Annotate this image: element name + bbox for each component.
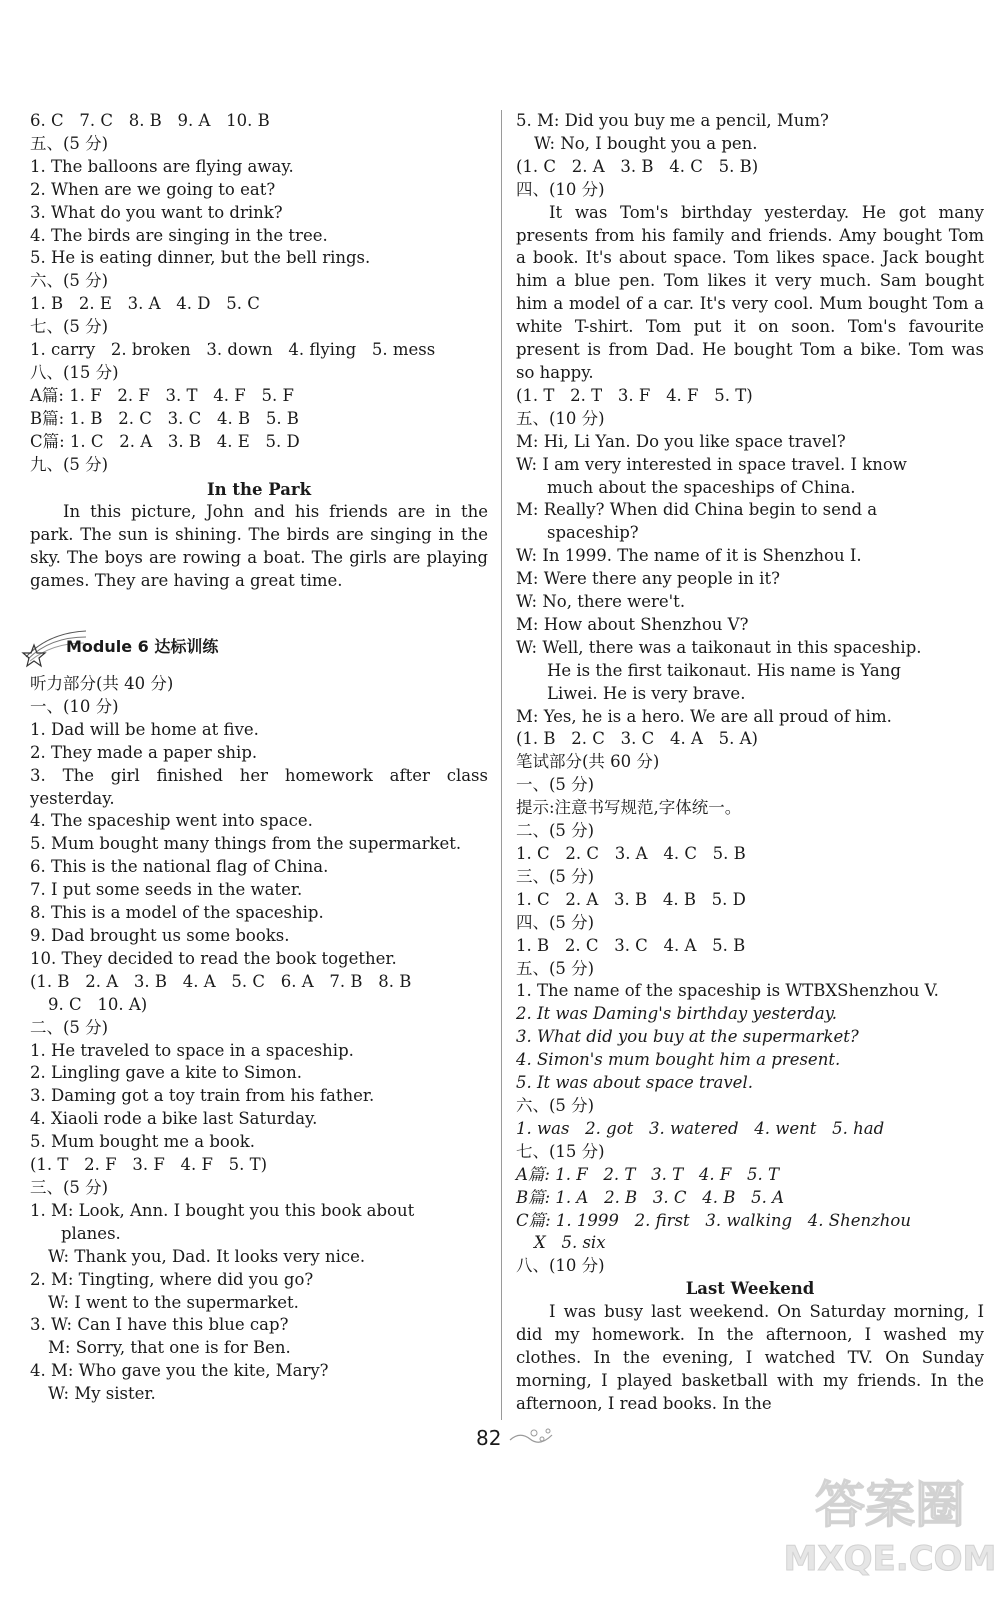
paragraph: 3. The girl finished her homework after class yesterday. — [30, 765, 488, 808]
text-line: 9. Dad brought us some books. — [30, 926, 290, 945]
text-line: planes. — [61, 1223, 121, 1243]
text-line: M: Sorry, that one is for Ben. — [48, 1338, 291, 1358]
text-line: (1. T 2. T 3. F 4. F 5. T) — [516, 385, 753, 405]
text-line: 8. This is a model of the spaceship. — [30, 903, 324, 923]
text-line: 2. M: Tingting, where did you go? — [30, 1269, 314, 1289]
text-line: 1. B 2. E 3. A 4. D 5. C — [30, 294, 260, 314]
left-column — [30, 110, 488, 1406]
text-line: 2. They made a paper ship. — [30, 742, 258, 762]
text-line: (1. C 2. A 3. B 4. C 5. B) — [516, 156, 759, 176]
text-line: 1. was 2. got 3. watered 4. went 5. had — [516, 1118, 885, 1138]
text-line: 六、(5 分) — [516, 1095, 595, 1115]
text-line: 四、(10 分) — [516, 179, 605, 199]
text-line: W: I went to the supermarket. — [48, 1292, 299, 1312]
text-line: 5. Mum bought many things from the supermarket. — [30, 834, 462, 854]
text-line: 3. W: Can I have this blue cap? — [30, 1315, 289, 1335]
column-divider — [501, 110, 502, 1420]
text-line: 5. He is eating dinner, but the bell rings. — [30, 248, 371, 268]
text-line: 1. The balloons are flying away. — [30, 156, 294, 176]
text-line: 提示:注意书写规范,字体统一。 — [516, 798, 742, 818]
text-line: (1. B 2. A 3. B 4. A 5. C 6. A 7. B 8. B — [30, 971, 412, 991]
text-line: (1. T 2. F 3. F 4. F 5. T) — [30, 1155, 268, 1175]
paragraph: I was busy last weekend. On Saturday morning, I did my homework. In the afternoon, I washed my clothes. In the evening, I watched TV. On Sunday morning, I played basketball with my friends. In the afternoon, I read books. In the — [516, 1302, 984, 1413]
text-line: He is the first taikonaut. His name is Yang — [547, 660, 901, 680]
text-line: 七、(15 分) — [516, 1141, 605, 1161]
text-line: 九、(5 分) — [30, 454, 109, 474]
text-line: 1. C 2. C 3. A 4. C 5. B — [516, 844, 746, 863]
paragraph: In this picture, John and his friends are in the park. The sun is shining. The birds are singing in the sky. The boys are rowing a boat. The girls are playing games. They are having a great time. — [30, 502, 488, 591]
text-line: 5. It was about space travel. — [516, 1073, 753, 1093]
text-line: 三、(5 分) — [516, 866, 595, 886]
text-line: 6. C 7. C 8. B 9. A 10. B — [30, 111, 270, 130]
text-line: W: Well, there was a taikonaut in this spaceship. — [516, 637, 922, 657]
page-number: 82 — [476, 1426, 502, 1450]
text-line: 一、(10 分) — [30, 696, 119, 716]
text-line: W: No, there were't. — [516, 592, 686, 612]
text-line: M: Yes, he is a hero. We are all proud of him. — [516, 706, 892, 726]
text-line: M: How about Shenzhou V? — [516, 614, 749, 634]
svg-text:答案圈: 答案圈 — [815, 1476, 965, 1534]
text-line: W: No, I bought you a pen. — [534, 133, 758, 153]
section-title: Last Weekend — [685, 1279, 815, 1299]
text-line: 4. M: Who gave you the kite, Mary? — [30, 1361, 329, 1381]
text-line: M: Hi, Li Yan. Do you like space travel? — [516, 431, 846, 451]
text-line: 八、(10 分) — [516, 1256, 605, 1276]
text-line: X 5. six — [534, 1233, 606, 1253]
text-line: spaceship? — [547, 523, 639, 543]
text-line: 五、(10 分) — [516, 408, 605, 428]
text-line: Liwei. He is very brave. — [547, 683, 746, 703]
text-line: W: My sister. — [48, 1384, 156, 1404]
text-line: 4. The birds are singing in the tree. — [30, 225, 328, 245]
text-line: 1. Dad will be home at five. — [30, 719, 259, 739]
text-line: 三、(5 分) — [30, 1177, 109, 1197]
text-line: 3. Daming got a toy train from his father. — [30, 1086, 375, 1106]
text-line: A篇: 1. F 2. T 3. T 4. F 5. T — [516, 1164, 780, 1184]
text-line: 4. Xiaoli rode a bike last Saturday. — [30, 1109, 318, 1129]
text-line: 4. The spaceship went into space. — [30, 811, 313, 831]
text-line: 1. B 2. C 3. C 4. A 5. B — [516, 935, 746, 955]
text-line: 二、(5 分) — [516, 821, 595, 841]
page-ornament-icon — [508, 1425, 558, 1447]
text-line: W: Thank you, Dad. It looks very nice. — [48, 1246, 366, 1266]
text-line: 1. C 2. A 3. B 4. B 5. D — [516, 889, 746, 909]
text-line: 3. What did you buy at the supermarket? — [516, 1027, 859, 1047]
text-line: C篇: 1. 1999 2. first 3. walking 4. Shenzhou — [516, 1210, 911, 1230]
text-line: 2. When are we going to eat? — [30, 179, 276, 199]
text-line: 3. What do you want to drink? — [30, 202, 283, 222]
text-line: 5. M: Did you buy me a pencil, Mum? — [516, 111, 829, 130]
text-line: W: I am very interested in space travel. I know — [516, 454, 907, 474]
text-line: 1. M: Look, Ann. I bought you this book about — [30, 1200, 415, 1220]
text-line: 六、(5 分) — [30, 271, 109, 291]
text-line: 10. They decided to read the book together. — [30, 948, 397, 968]
text-line: W: In 1999. The name of it is Shenzhou I. — [516, 546, 862, 566]
text-line: M: Were there any people in it? — [516, 569, 780, 589]
module-title: Module 6 达标训练 — [66, 636, 219, 656]
text-line: 五、(5 分) — [30, 133, 109, 153]
text-line: 1. carry 2. broken 3. down 4. flying 5. mess — [30, 340, 436, 360]
paragraph: It was Tom's birthday yesterday. He got many presents from his family and friends. Amy bought Tom a book. It's about space. Tom likes space. Jack bought him a blue pen. Tom likes it very much. Sam bought him a model of a car. It's very cool. Mum bought Tom a white T-shirt. Tom put it on soon. Tom's favourite present is from Dad. He bought Tom a bike. Tom was so happy. — [516, 202, 984, 382]
text-line: 二、(5 分) — [30, 1017, 109, 1037]
text-line: 4. Simon's mum bought him a present. — [516, 1050, 841, 1070]
text-line: 7. I put some seeds in the water. — [30, 880, 303, 900]
text-line: 1. He traveled to space in a spaceship. — [30, 1040, 354, 1060]
text-line: 四、(5 分) — [516, 912, 595, 932]
watermark-logo — [783, 1452, 996, 1592]
text-line: M: Really? When did China begin to send a — [516, 500, 878, 520]
module-heading — [30, 627, 488, 667]
text-line: C篇: 1. C 2. A 3. B 4. E 5. D — [30, 431, 300, 451]
text-line: B篇: 1. B 2. C 3. C 4. B 5. B — [30, 408, 299, 428]
text-line: (1. B 2. C 3. C 4. A 5. A) — [516, 729, 758, 749]
text-line: 笔试部分(共 60 分) — [516, 752, 660, 772]
text-line: 6. This is the national flag of China. — [30, 857, 329, 877]
text-line: 2. Lingling gave a kite to Simon. — [30, 1063, 302, 1083]
section-title: In the Park — [206, 479, 312, 499]
text-line: 一、(5 分) — [516, 775, 595, 795]
text-line: A篇: 1. F 2. F 3. T 4. F 5. F — [30, 385, 294, 405]
right-column — [516, 110, 984, 1416]
text-line: 五、(5 分) — [516, 958, 595, 978]
text-line: 听力部分(共 40 分) — [30, 674, 174, 694]
text-line: 5. Mum bought me a book. — [30, 1132, 255, 1152]
text-line: much about the spaceships of China. — [547, 477, 856, 497]
svg-text:MXQE.COM: MXQE.COM — [783, 1539, 996, 1579]
text-line: 七、(5 分) — [30, 317, 109, 337]
text-line: 9. C 10. A) — [48, 994, 148, 1014]
text-line: 2. It was Daming's birthday yesterday. — [516, 1004, 838, 1024]
text-line: 1. The name of the spaceship is WTBXShenzhou V. — [516, 981, 939, 1001]
text-line: B篇: 1. A 2. B 3. C 4. B 5. A — [516, 1187, 785, 1207]
text-line: 八、(15 分) — [30, 362, 119, 382]
